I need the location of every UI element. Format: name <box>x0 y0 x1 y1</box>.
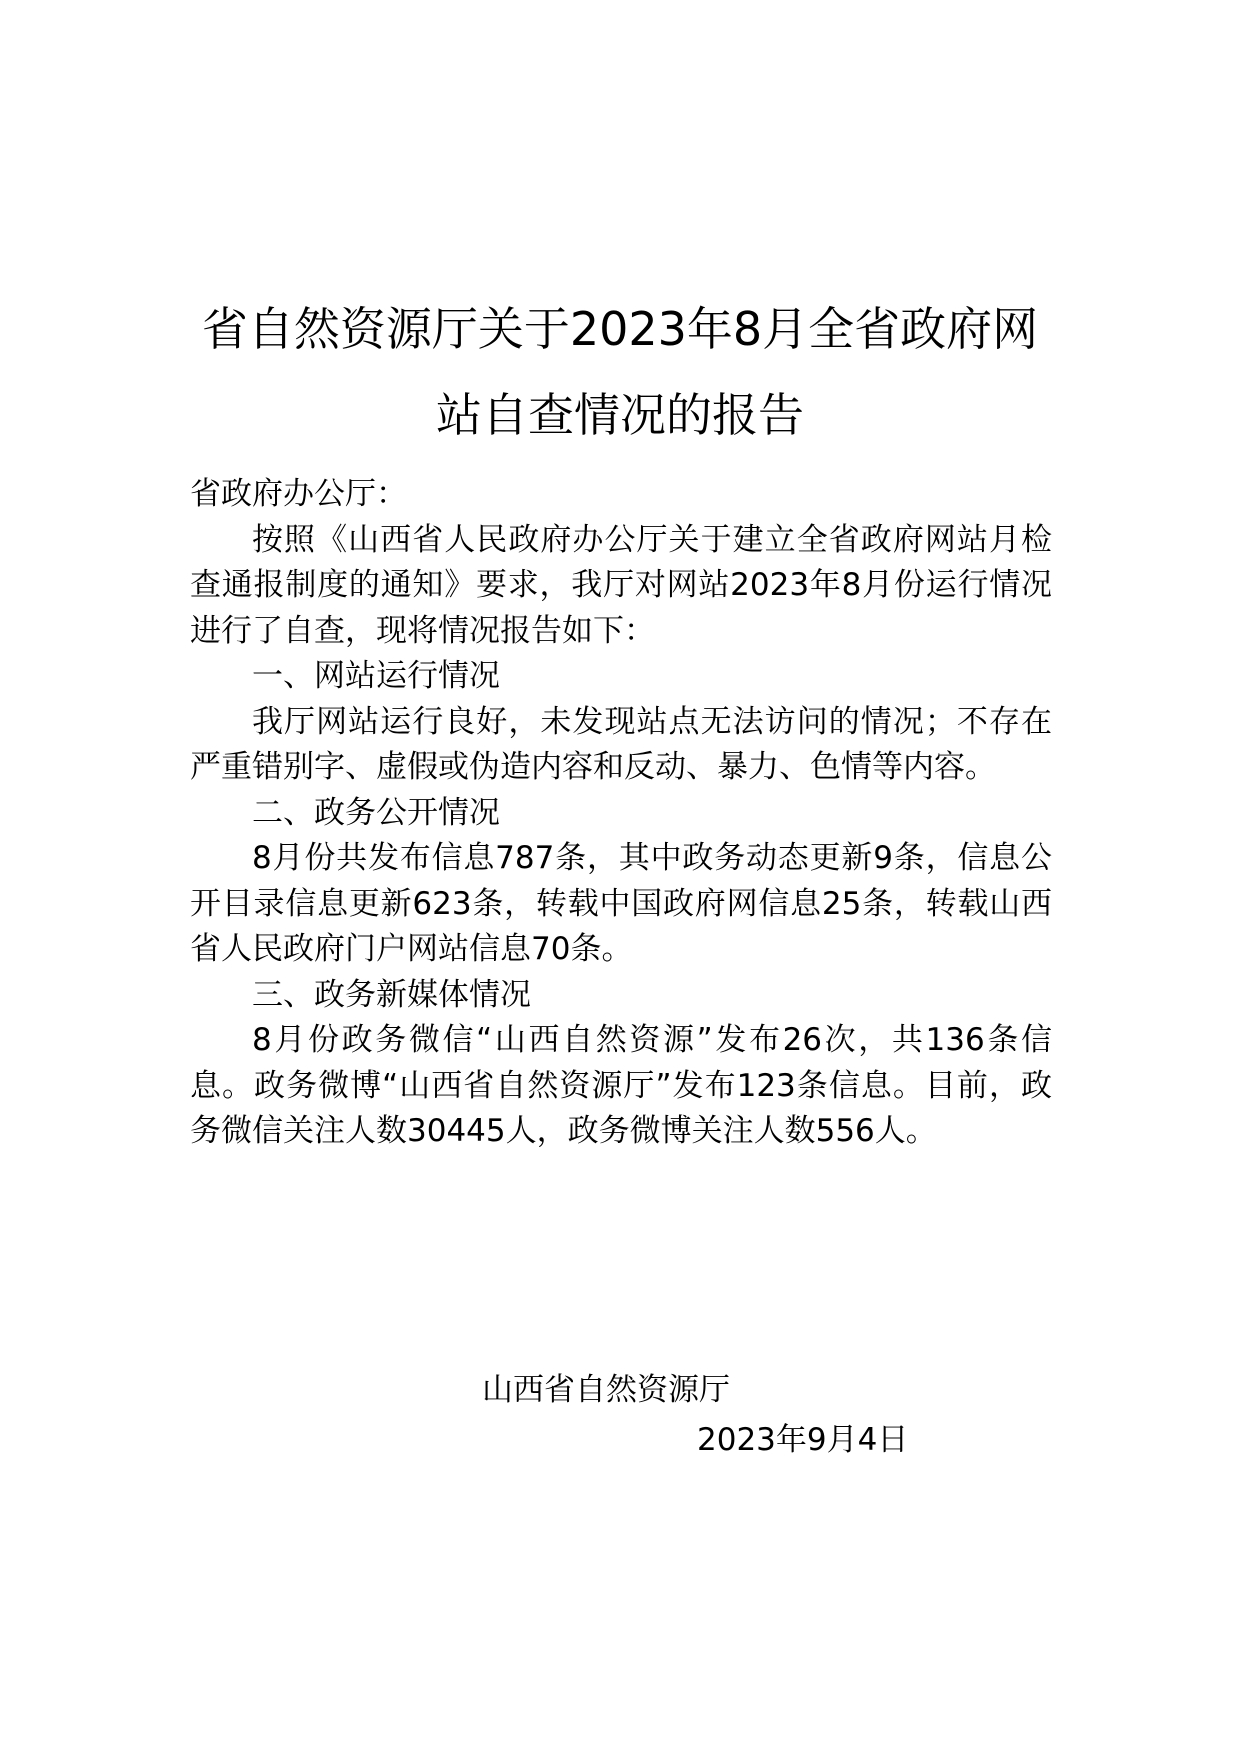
section-body-2: 8月份共发布信息787条，其中政务动态更新9条，信息公开目录信息更新623条，转载中国政府网信息25条，转载山西省人民政府门户网站信息70条。 <box>190 840 1052 967</box>
title-line-2: 站自查情况的报告 <box>436 387 804 442</box>
signature-organization: 山西省自然资源厅 <box>482 1372 730 1408</box>
section-heading-1: 一、网站运行情况 <box>252 658 500 694</box>
section-body-1: 我厅网站运行良好，未发现站点无法访问的情况；不存在严重错别字、虚假或伪造内容和反动、暴力、色情等内容。 <box>190 703 1052 785</box>
signature-date: 2023年9月4日 <box>697 1422 909 1458</box>
section-body-3: 8月份政务微信“山西自然资源”发布26次，共136条信息。政务微博“山西省自然资源厅”发布123条信息。目前，政务微信关注人数30445人，政务微博关注人数556人。 <box>190 1022 1052 1149</box>
section-heading-2: 二、政务公开情况 <box>252 794 500 831</box>
intro-paragraph: 按照《山西省人民政府办公厅关于建立全省政府网站月检查通报制度的通知》要求，我厅对网站2023年8月份运行情况进行了自查，现将情况报告如下： <box>190 521 1052 649</box>
section-heading-3: 三、政务新媒体情况 <box>252 976 531 1013</box>
document-title <box>190 286 1050 458</box>
salutation: 省政府办公厅： <box>190 476 407 512</box>
document-body <box>190 472 1052 1155</box>
title-line-1: 省自然资源厅关于2023年8月全省政府网 <box>201 301 1039 356</box>
